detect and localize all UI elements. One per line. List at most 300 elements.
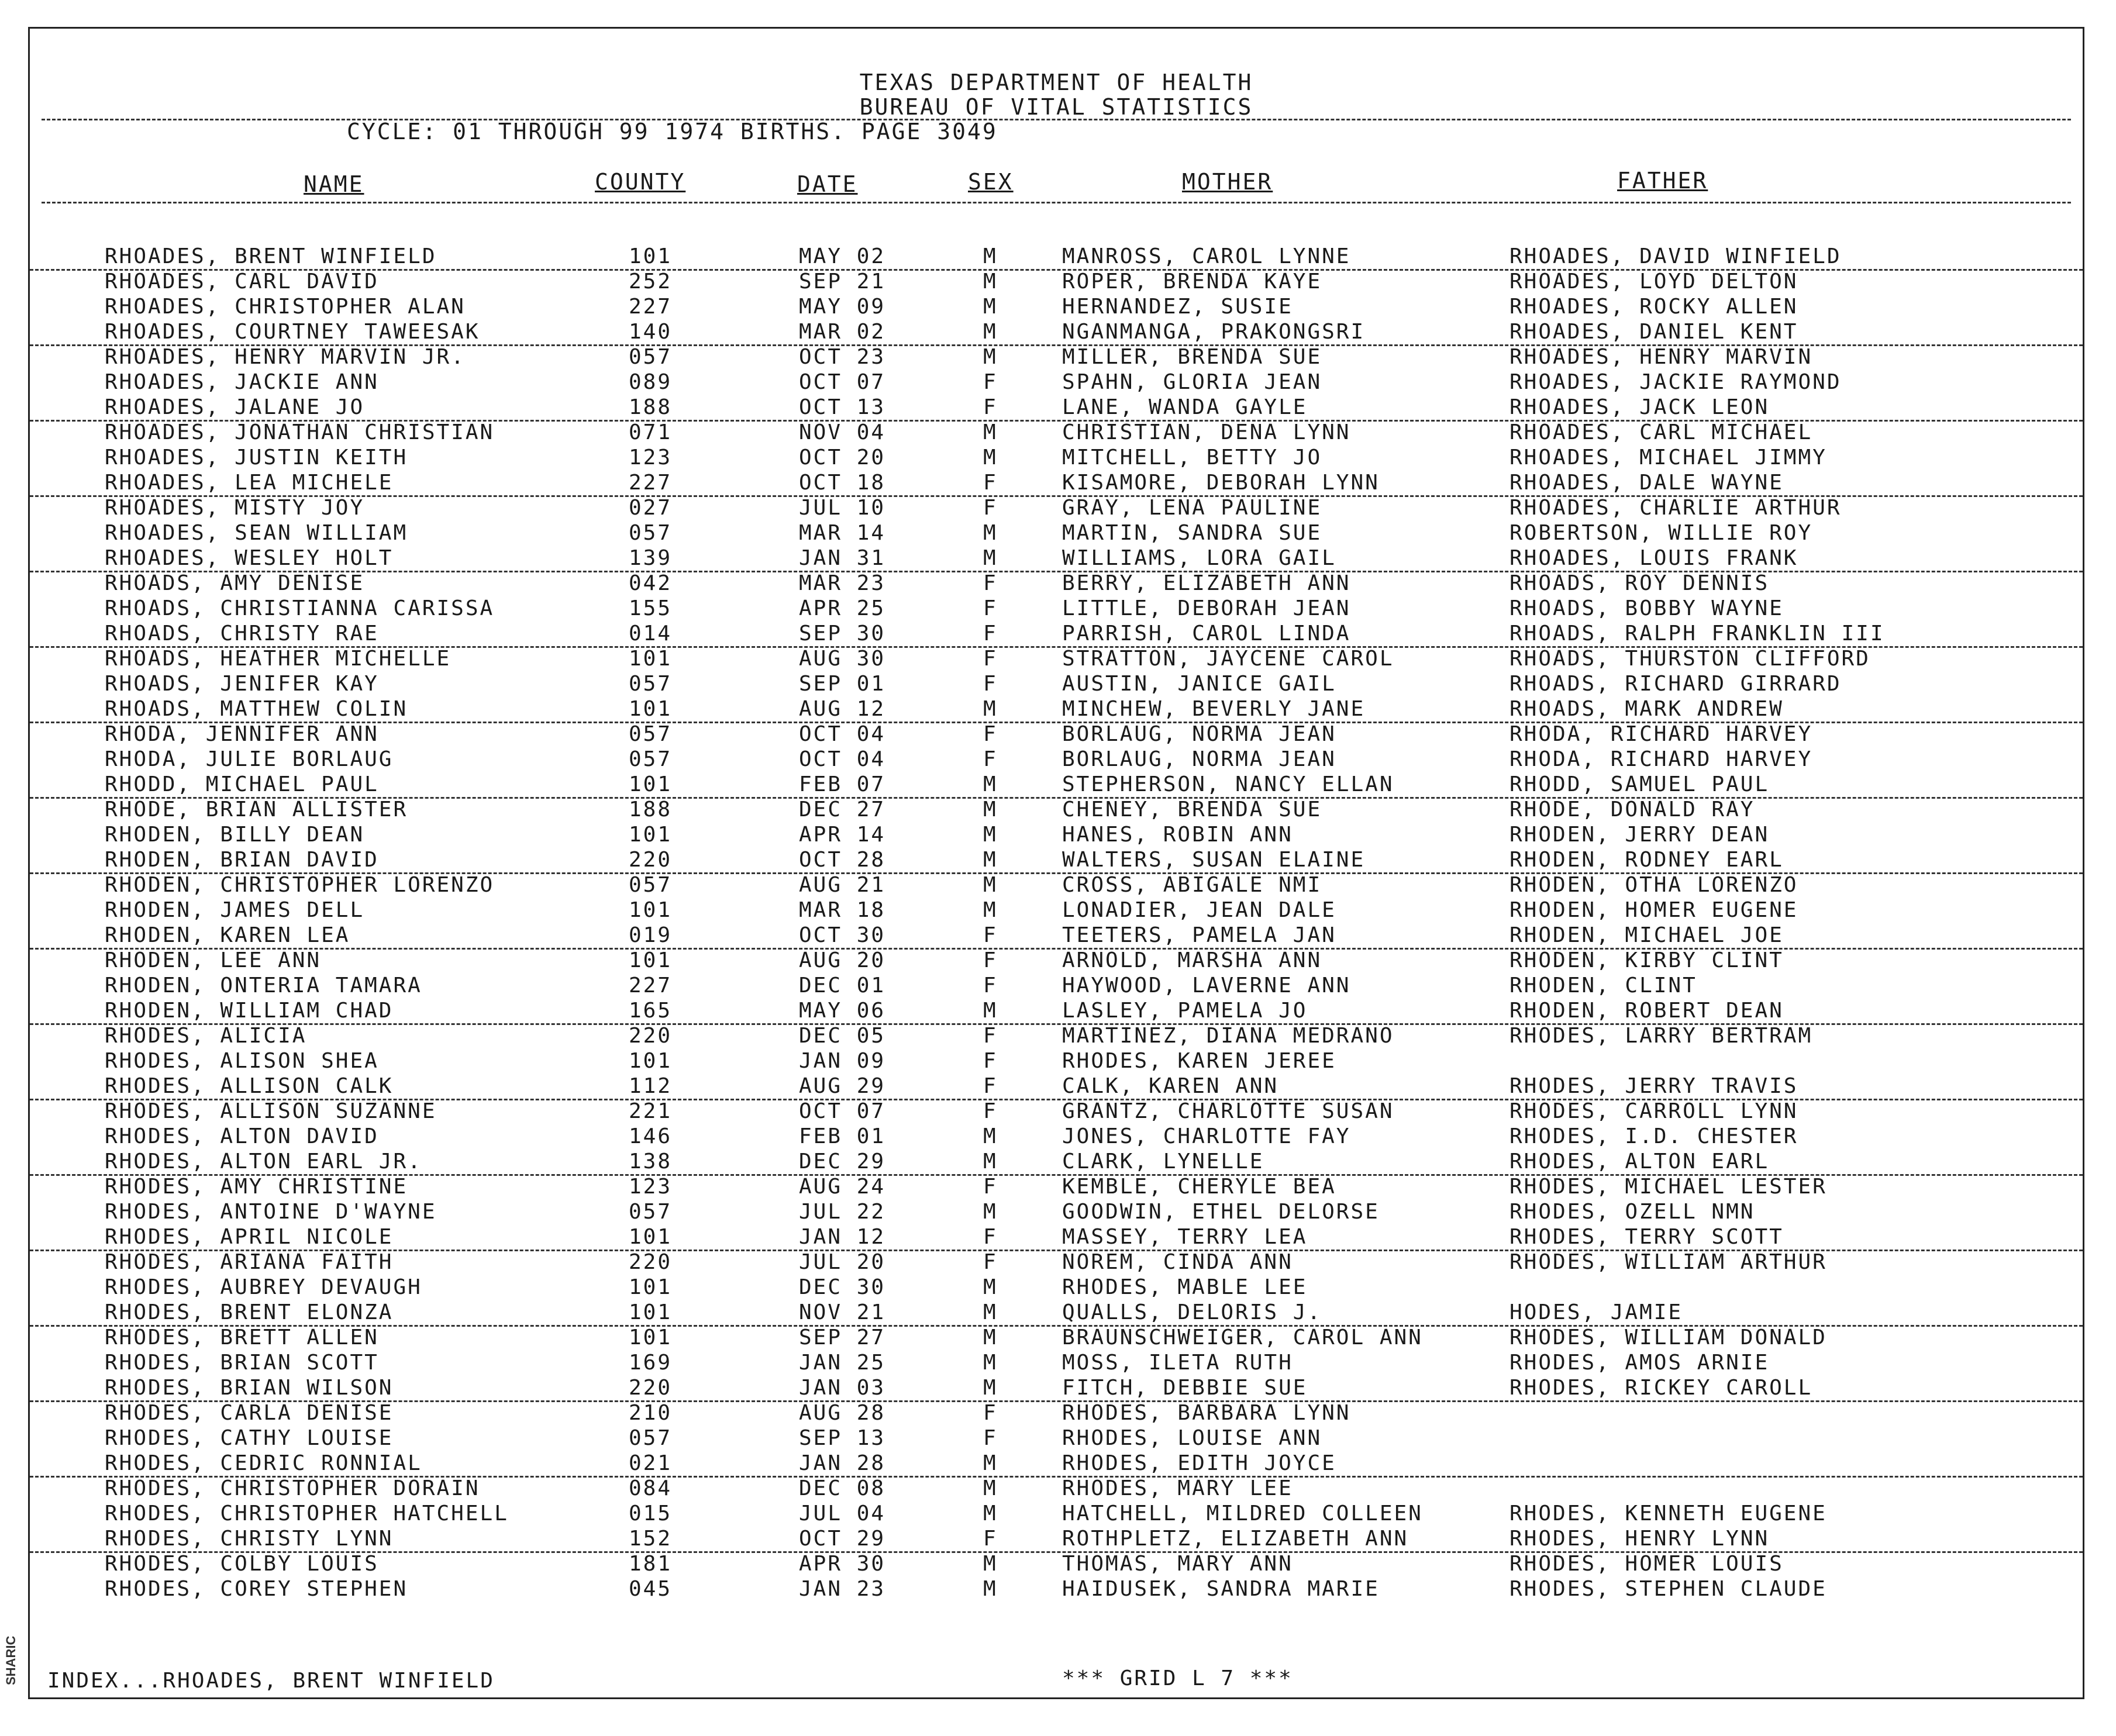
cell-county: 057 [629,747,673,771]
cell-mother: SPAHN, GLORIA JEAN [1062,370,1322,394]
cell-name: RHOADES, BRENT WINFIELD [105,244,437,268]
cell-mother: FITCH, DEBBIE SUE [1062,1376,1308,1400]
cell-county: 014 [629,622,673,646]
cell-county: 057 [629,1200,673,1224]
table-row [30,696,2083,723]
table-row [30,1300,2083,1327]
table-row [30,1149,2083,1176]
cell-sex: M [983,873,998,897]
cell-name: RHODES, AMY CHRISTINE [105,1175,408,1199]
cell-sex: F [983,1024,998,1048]
cell-sex: M [983,1124,998,1148]
cell-father: RHODE, DONALD RAY [1510,798,1755,822]
cell-name: RHOADES, MISTY JOY [105,496,365,520]
cell-county: 221 [629,1099,673,1123]
cell-county: 021 [629,1451,673,1475]
cell-mother: CALK, KAREN ANN [1062,1074,1279,1098]
cell-name: RHODES, BRENT ELONZA [105,1300,394,1324]
cell-mother: JONES, CHARLOTTE FAY [1062,1124,1351,1148]
cell-mother: CLARK, LYNELLE [1062,1150,1264,1174]
cell-county: 101 [629,1326,673,1350]
cell-name: RHODES, ALISON SHEA [105,1049,379,1073]
cell-father: ROBERTSON, WILLIE ROY [1510,521,1813,545]
table-row [30,395,2083,422]
cell-father: RHODES, LARRY BERTRAM [1510,1024,1813,1048]
cell-sex: F [983,722,998,746]
cell-father: RHOADS, BOBBY WAYNE [1510,596,1784,620]
cell-name: RHODES, BRIAN SCOTT [105,1351,379,1375]
cell-name: RHODES, ALICIA [105,1024,307,1048]
cell-sex: F [983,1074,998,1098]
cell-name: RHODES, COLBY LOUIS [105,1552,379,1576]
cell-sex: M [983,1351,998,1375]
cell-date: SEP 13 [799,1426,886,1450]
cell-father: RHODES, STEPHEN CLAUDE [1510,1577,1827,1601]
header-title: TEXAS DEPARTMENT OF HEALTH [859,70,1253,95]
cell-date: OCT 20 [799,446,886,470]
cell-county: 220 [629,1024,673,1048]
cell-father: RHODA, RICHARD HARVEY [1510,747,1813,771]
table-row [30,596,2083,621]
cell-mother: NGANMANGA, PRAKONGSRI [1062,320,1366,344]
cell-sex: F [983,1527,998,1551]
cell-name: RHOADES, JUSTIN KEITH [105,446,408,470]
cell-name: RHOADES, COURTNEY TAWEESAK [105,320,480,344]
cell-mother: BERRY, ELIZABETH ANN [1062,571,1351,595]
table-row [30,1501,2083,1526]
table-row [30,847,2083,874]
cell-date: DEC 05 [799,1024,886,1048]
cell-date: JAN 12 [799,1225,886,1249]
cell-date: MAR 23 [799,571,886,595]
cell-date: AUG 28 [799,1401,886,1425]
cell-father: RHODES, HOMER LOUIS [1510,1552,1784,1576]
cell-sex: F [983,1099,998,1123]
cell-mother: RHODES, MABLE LEE [1062,1275,1308,1299]
cell-county: 188 [629,798,673,822]
cell-date: OCT 30 [799,923,886,947]
cell-sex: M [983,848,998,872]
cell-county: 101 [629,948,673,972]
table-row [30,872,2083,898]
cell-mother: GRANTZ, CHARLOTTE SUSAN [1062,1099,1394,1123]
cell-name: RHODE, BRIAN ALLISTER [105,798,408,822]
cell-name: RHODES, COREY STEPHEN [105,1577,408,1601]
cell-sex: F [983,596,998,620]
cell-date: JAN 03 [799,1376,886,1400]
cell-father: RHOADES, CARL MICHAEL [1510,420,1813,444]
column-header-sex: SEX [968,169,1014,195]
cell-county: 057 [629,521,673,545]
cell-mother: HAIDUSEK, SANDRA MARIE [1062,1577,1380,1601]
cell-date: NOV 04 [799,420,886,444]
cell-date: DEC 01 [799,974,886,998]
cell-name: RHODES, BRIAN WILSON [105,1376,394,1400]
header-divider [42,119,2071,120]
column-header-divider [42,202,2071,203]
column-header-name: NAME [304,171,364,197]
cell-father: RHODES, TERRY SCOTT [1510,1225,1784,1249]
table-row [30,1250,2083,1275]
cell-county: 188 [629,395,673,419]
cell-sex: F [983,1225,998,1249]
cell-mother: NOREM, CINDA ANN [1062,1250,1293,1274]
cell-county: 227 [629,471,673,495]
cell-name: RHOADS, JENIFER KAY [105,672,379,696]
cell-sex: F [983,747,998,771]
cell-county: 169 [629,1351,673,1375]
cell-name: RHODES, ALLISON SUZANNE [105,1099,437,1123]
cell-sex: M [983,446,998,470]
cell-mother: RHODES, EDITH JOYCE [1062,1451,1336,1475]
cell-name: RHODES, CHRISTOPHER HATCHELL [105,1502,509,1526]
cell-mother: HERNANDEZ, SUSIE [1062,295,1293,319]
cell-father: RHODEN, MICHAEL JOE [1510,923,1784,947]
cell-name: RHODES, ALTON EARL JR. [105,1150,422,1174]
cell-mother: KEMBLE, CHERYLE BEA [1062,1175,1336,1199]
cell-county: 220 [629,1250,673,1274]
cell-sex: F [983,1250,998,1274]
table-row [30,646,2083,671]
cell-mother: MARTINEZ, DIANA MEDRANO [1062,1024,1394,1048]
cell-father: HODES, JAMIE [1510,1300,1683,1324]
cell-mother: AUSTIN, JANICE GAIL [1062,672,1336,696]
cell-name: RHODES, CEDRIC RONNIAL [105,1451,422,1475]
cell-name: RHODEN, JAMES DELL [105,898,365,922]
cell-sex: M [983,1552,998,1576]
cell-county: 042 [629,571,673,595]
cell-name: RHODES, ANTOINE D'WAYNE [105,1200,437,1224]
cell-father: RHOADS, MARK ANDREW [1510,697,1784,721]
table-row [30,1551,2083,1576]
cell-date: DEC 08 [799,1476,886,1500]
table-row [30,1526,2083,1553]
cell-mother: LANE, WANDA GAYLE [1062,395,1308,419]
cell-county: 138 [629,1150,673,1174]
cell-sex: F [983,1175,998,1199]
cell-father: RHOADES, DANIEL KENT [1510,320,1798,344]
cell-mother: MITCHELL, BETTY JO [1062,446,1322,470]
cell-county: 101 [629,898,673,922]
cell-father: RHODEN, ROBERT DEAN [1510,999,1784,1023]
cell-mother: MANROSS, CAROL LYNNE [1062,244,1351,268]
table-row [30,1124,2083,1149]
cell-date: SEP 30 [799,622,886,646]
cell-county: 045 [629,1577,673,1601]
cell-county: 123 [629,1175,673,1199]
cell-date: OCT 07 [799,370,886,394]
table-row [30,244,2083,271]
cell-sex: M [983,1451,998,1475]
cell-mother: RHODES, LOUISE ANN [1062,1426,1322,1450]
cell-mother: HAYWOOD, LAVERNE ANN [1062,974,1351,998]
cell-name: RHOADES, JONATHAN CHRISTIAN [105,420,495,444]
cell-sex: M [983,999,998,1023]
cell-date: AUG 20 [799,948,886,972]
cell-date: AUG 21 [799,873,886,897]
cell-date: MAY 02 [799,244,886,268]
cell-county: 057 [629,1426,673,1450]
cell-name: RHOADES, CHRISTOPHER ALAN [105,295,466,319]
table-row [30,898,2083,923]
cell-date: OCT 04 [799,747,886,771]
cell-sex: M [983,546,998,570]
cell-county: 101 [629,1049,673,1073]
cell-mother: LITTLE, DEBORAH JEAN [1062,596,1351,620]
cell-mother: QUALLS, DELORIS J. [1062,1300,1322,1324]
table-row [30,344,2083,370]
cell-mother: CROSS, ABIGALE NMI [1062,873,1322,897]
cell-father: RHODES, JERRY TRAVIS [1510,1074,1798,1098]
cell-mother: MOSS, ILETA RUTH [1062,1351,1293,1375]
table-row [30,1023,2083,1048]
cell-mother: TEETERS, PAMELA JAN [1062,923,1336,947]
column-header-county: COUNTY [595,169,686,195]
cell-mother: WILLIAMS, LORA GAIL [1062,546,1336,570]
cell-sex: M [983,1326,998,1350]
cell-sex: M [983,898,998,922]
cell-date: OCT 29 [799,1527,886,1551]
cell-county: 101 [629,697,673,721]
cell-date: MAR 02 [799,320,886,344]
cell-sex: F [983,1049,998,1073]
table-row [30,1426,2083,1451]
cell-father: RHODES, KENNETH EUGENE [1510,1502,1827,1526]
cell-father: RHODES, HENRY LYNN [1510,1527,1770,1551]
cell-date: JAN 25 [799,1351,886,1375]
cell-date: OCT 04 [799,722,886,746]
cell-county: 101 [629,1225,673,1249]
table-row [30,546,2083,572]
cell-county: 071 [629,420,673,444]
cell-father: RHOADES, CHARLIE ARTHUR [1510,496,1842,520]
cell-county: 227 [629,295,673,319]
cell-father: RHODEN, JERRY DEAN [1510,823,1770,847]
table-row [30,445,2083,470]
cell-date: SEP 01 [799,672,886,696]
cell-sex: M [983,697,998,721]
cell-county: 146 [629,1124,673,1148]
cell-father: RHOADES, DALE WAYNE [1510,471,1784,495]
cell-sex: M [983,521,998,545]
cell-date: MAY 06 [799,999,886,1023]
cell-mother: RHODES, BARBARA LYNN [1062,1401,1351,1425]
cell-date: OCT 28 [799,848,886,872]
cell-mother: STEPHERSON, NANCY ELLAN [1062,772,1394,796]
table-row [30,294,2083,319]
cell-date: FEB 01 [799,1124,886,1148]
table-row [30,1048,2083,1074]
cell-date: OCT 07 [799,1099,886,1123]
cell-name: RHODEN, BRIAN DAVID [105,848,379,872]
cell-sex: M [983,1275,998,1299]
cell-father: RHOADES, JACKIE RAYMOND [1510,370,1842,394]
cell-father: RHODES, OZELL NMN [1510,1200,1755,1224]
cell-date: JUL 10 [799,496,886,520]
table-row [30,722,2083,747]
cell-county: 165 [629,999,673,1023]
cell-name: RHODEN, WILLIAM CHAD [105,999,394,1023]
cell-father: RHOADES, MICHAEL JIMMY [1510,446,1827,470]
cell-mother: BORLAUG, NORMA JEAN [1062,722,1336,746]
cell-county: 057 [629,672,673,696]
cell-mother: CHRISTIAN, DENA LYNN [1062,420,1351,444]
cell-name: RHOADES, HENRY MARVIN JR. [105,345,466,369]
cell-sex: M [983,244,998,268]
table-row [30,269,2083,294]
cell-county: 101 [629,772,673,796]
cell-sex: F [983,672,998,696]
cell-mother: HATCHELL, MILDRED COLLEEN [1062,1502,1423,1526]
cell-sex: M [983,823,998,847]
cell-father: RHOADES, DAVID WINFIELD [1510,244,1842,268]
document-frame [28,27,2084,1699]
cell-county: 101 [629,823,673,847]
table-row [30,1476,2083,1501]
cell-sex: M [983,798,998,822]
cell-county: 220 [629,1376,673,1400]
table-row [30,1224,2083,1251]
cell-sex: M [983,345,998,369]
cell-sex: F [983,622,998,646]
cell-date: JUL 04 [799,1502,886,1526]
cell-mother: KISAMORE, DEBORAH LYNN [1062,471,1380,495]
cell-father: RHOADS, THURSTON CLIFFORD [1510,647,1870,671]
cell-father: RHODEN, OTHA LORENZO [1510,873,1798,897]
cell-sex: M [983,320,998,344]
cell-county: 155 [629,596,673,620]
cell-date: JUL 22 [799,1200,886,1224]
cell-date: JAN 09 [799,1049,886,1073]
cell-date: SEP 27 [799,1326,886,1350]
cell-name: RHODES, BRETT ALLEN [105,1326,379,1350]
cell-father: RHOADES, ROCKY ALLEN [1510,295,1798,319]
cell-name: RHODA, JULIE BORLAUG [105,747,394,771]
table-row [30,1199,2083,1224]
cell-mother: HANES, ROBIN ANN [1062,823,1293,847]
cell-name: RHOADS, CHRISTIANNA CARISSA [105,596,495,620]
cell-sex: F [983,974,998,998]
cell-name: RHOADES, WESLEY HOLT [105,546,394,570]
cell-county: 140 [629,320,673,344]
header-subtitle: BUREAU OF VITAL STATISTICS [859,94,1253,120]
cell-sex: F [983,923,998,947]
cell-name: RHODES, ALLISON CALK [105,1074,394,1098]
cell-father: RHODES, ALTON EARL [1510,1150,1770,1174]
column-header-mother: MOTHER [1182,169,1273,195]
cell-name: RHODES, APRIL NICOLE [105,1225,394,1249]
cell-date: AUG 24 [799,1175,886,1199]
cell-date: JAN 31 [799,546,886,570]
table-row [30,822,2083,847]
cell-name: RHODD, MICHAEL PAUL [105,772,379,796]
cell-date: MAR 18 [799,898,886,922]
table-row [30,797,2083,822]
table-row [30,520,2083,546]
table-row [30,571,2083,596]
cell-date: OCT 18 [799,471,886,495]
table-row [30,621,2083,648]
table-row [30,1375,2083,1402]
cell-mother: MASSEY, TERRY LEA [1062,1225,1308,1249]
grid-label: *** GRID L 7 *** [1062,1666,1293,1690]
table-row [30,319,2083,346]
cell-mother: MARTIN, SANDRA SUE [1062,521,1322,545]
cell-father: RHODES, CARROLL LYNN [1510,1099,1798,1123]
cell-date: OCT 13 [799,395,886,419]
cell-name: RHODES, AUBREY DEVAUGH [105,1275,422,1299]
cell-mother: GOODWIN, ETHEL DELORSE [1062,1200,1380,1224]
cell-date: DEC 27 [799,798,886,822]
cell-county: 101 [629,1275,673,1299]
cell-county: 139 [629,546,673,570]
cell-county: 057 [629,873,673,897]
cell-county: 057 [629,345,673,369]
cell-name: RHODES, ARIANA FAITH [105,1250,394,1274]
cell-county: 015 [629,1502,673,1526]
cell-county: 112 [629,1074,673,1098]
cell-name: RHOADES, SEAN WILLIAM [105,521,408,545]
table-row [30,998,2083,1025]
cell-name: RHOADES, JALANE JO [105,395,365,419]
cell-date: APR 25 [799,596,886,620]
cell-mother: LASLEY, PAMELA JO [1062,999,1308,1023]
cell-county: 227 [629,974,673,998]
cell-sex: M [983,1476,998,1500]
cell-father: RHOADS, RALPH FRANKLIN III [1510,622,1885,646]
cell-county: 101 [629,244,673,268]
cell-father: RHODEN, HOMER EUGENE [1510,898,1798,922]
cell-sex: F [983,471,998,495]
cell-mother: ARNOLD, MARSHA ANN [1062,948,1322,972]
cell-mother: THOMAS, MARY ANN [1062,1552,1293,1576]
cell-name: RHODES, CHRISTOPHER DORAIN [105,1476,480,1500]
cell-father: RHODA, RICHARD HARVEY [1510,722,1813,746]
cell-mother: ROTHPLETZ, ELIZABETH ANN [1062,1527,1409,1551]
cell-date: JAN 28 [799,1451,886,1475]
cell-father: RHODES, I.D. CHESTER [1510,1124,1798,1148]
cell-father: RHODES, WILLIAM ARTHUR [1510,1250,1827,1274]
cell-date: NOV 21 [799,1300,886,1324]
cell-date: AUG 30 [799,647,886,671]
cell-county: 027 [629,496,673,520]
cell-county: 101 [629,1300,673,1324]
cell-date: APR 14 [799,823,886,847]
cell-date: MAR 14 [799,521,886,545]
cell-name: RHOADS, MATTHEW COLIN [105,697,408,721]
table-row [30,671,2083,696]
cell-name: RHODEN, CHRISTOPHER LORENZO [105,873,495,897]
cell-father: RHOADES, LOYD DELTON [1510,270,1798,294]
cell-name: RHODES, CATHY LOUISE [105,1426,394,1450]
cell-name: RHODES, ALTON DAVID [105,1124,379,1148]
cell-county: 101 [629,647,673,671]
cell-sex: M [983,270,998,294]
cell-date: FEB 07 [799,772,886,796]
cell-name: RHOADS, CHRISTY RAE [105,622,379,646]
cell-father: RHODES, RICKEY CAROLL [1510,1376,1813,1400]
table-row [30,1400,2083,1426]
cell-mother: CHENEY, BRENDA SUE [1062,798,1322,822]
cell-date: APR 30 [799,1552,886,1576]
index-line: INDEX...RHOADES, BRENT WINFIELD [47,1669,495,1693]
cell-county: 252 [629,270,673,294]
table-row [30,973,2083,998]
cell-father: RHODEN, KIRBY CLINT [1510,948,1784,972]
cell-mother: MINCHEW, BEVERLY JANE [1062,697,1366,721]
column-header-date: DATE [797,171,858,197]
cell-date: DEC 29 [799,1150,886,1174]
